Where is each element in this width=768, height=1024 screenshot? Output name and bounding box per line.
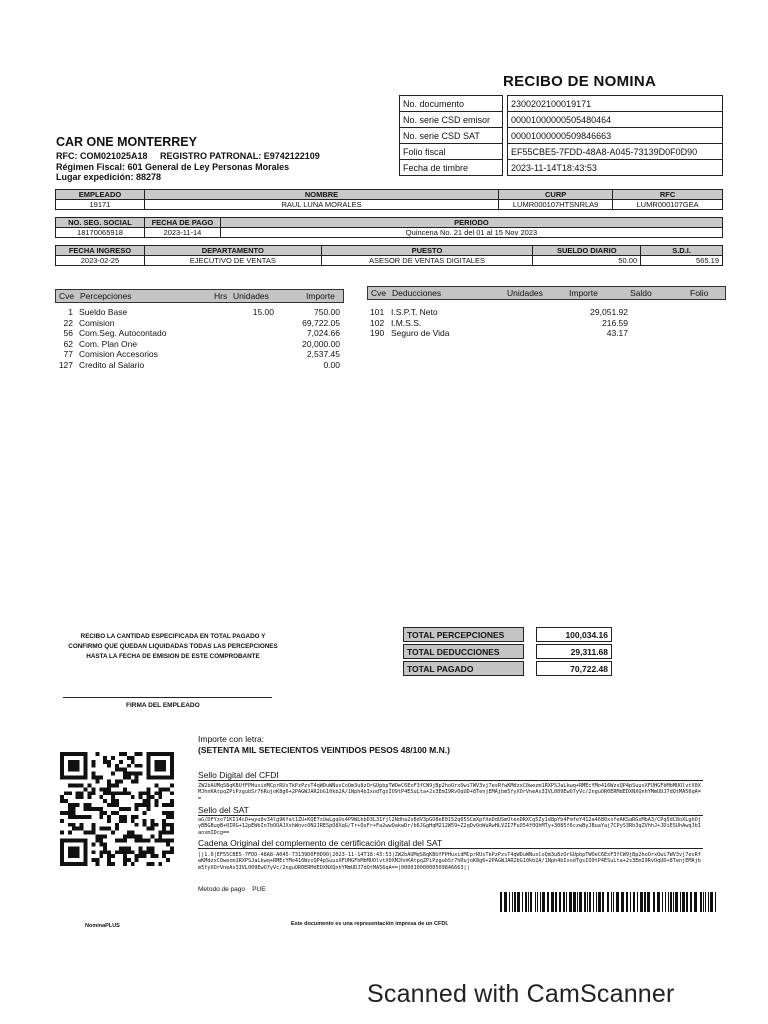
- id-field-value: 2023-11-14T18:43:53: [508, 160, 723, 176]
- deductions-header-units: Unidades: [507, 288, 543, 298]
- job-table: [55, 245, 723, 266]
- perception-amount: 7,024.66: [306, 328, 340, 339]
- perceptions-header-hrs: Hrs: [214, 291, 228, 301]
- header-curp: CURP: [499, 190, 613, 200]
- deductions-header-amount: Importe: [569, 288, 598, 298]
- deductions-header-folio: Folio: [690, 288, 709, 298]
- perception-concept: Comision Accesorios: [79, 349, 158, 360]
- department: EJECUTIVO DE VENTAS: [144, 256, 321, 266]
- deductions-list: [367, 307, 724, 339]
- total-percepciones-label: TOTAL PERCEPCIONES: [404, 628, 524, 642]
- employee-curp: LUMR000107HTSNRLA9: [499, 200, 613, 210]
- receipt-line-2: CONFIRMO QUE QUEDAN LIQUIDADAS TODAS LAS PERCEPCIONES: [68, 643, 278, 650]
- company-name: CAR ONE MONTERREY: [56, 135, 197, 149]
- employee-table: [55, 189, 723, 210]
- id-field-label: No. serie CSD emisor: [400, 112, 503, 128]
- id-field-row: [400, 96, 723, 112]
- id-field-row: [400, 112, 723, 128]
- perceptions-header-cve: Cve: [59, 291, 75, 301]
- perception-amount: 20,000.00: [302, 338, 340, 349]
- qr-code: [60, 752, 174, 866]
- deduction-row: [367, 328, 724, 339]
- perception-amount: 750.00: [314, 307, 340, 317]
- total-pagado-label: TOTAL PAGADO: [404, 662, 524, 676]
- perception-cve: 127: [58, 359, 73, 370]
- company-details: [56, 151, 320, 183]
- company-rfc-line: RFC: COM021025A18 REGISTRO PATRONAL: E9742122109: [56, 151, 320, 161]
- receipt-statement: [40, 632, 306, 662]
- perception-cve: 1: [68, 307, 73, 317]
- header-empleado: EMPLEADO: [56, 190, 145, 200]
- receipt-line-3: HASTA LA FECHA DE EMISION DE ESTE COMPROBANTE: [86, 653, 260, 660]
- id-field-value: 00001000000509846663: [508, 128, 723, 144]
- header-rfc: RFC: [613, 190, 723, 200]
- totals-table: [403, 627, 612, 676]
- sello-cfdi-label: Sello Digital del CFDI: [198, 770, 703, 781]
- perception-concept: Credito al Salario: [79, 359, 145, 370]
- perceptions-header-units: Unidades: [233, 291, 269, 301]
- perception-amount: 69,722.05: [302, 317, 340, 328]
- perception-row: [55, 349, 342, 360]
- deduction-row: [367, 318, 724, 329]
- perception-concept: Comision: [79, 317, 115, 328]
- employee-number: 19171: [56, 200, 145, 210]
- id-field-label: No. documento: [400, 96, 503, 112]
- header-seg-social: NO. SEG. SOCIAL: [56, 218, 145, 228]
- id-field-row: [400, 144, 723, 160]
- header-nombre: NOMBRE: [144, 190, 498, 200]
- id-field-label: No. serie CSD SAT: [400, 128, 503, 144]
- deduction-amount: 43.17: [606, 328, 628, 339]
- total-pagado-value: 70,722.48: [537, 662, 612, 676]
- receipt-line-1: RECIBO LA CANTIDAD ESPECIFICADA EN TOTAL PAGADO Y: [80, 633, 266, 640]
- camscanner-watermark: Scanned with CamScanner: [367, 980, 675, 1008]
- amount-in-words: [198, 734, 450, 755]
- cadena-original-text: ||1.0|EF55CBE5-7FDD-48A8-A045-73139D0F0D90|2023-11-14T18:43:53|ZW2bAUMqS8qKBUfFPHuxidMCprRUsTkPzPzsT4qWDuWNusCoQm3u8zOrGUpbpTWOeC6ExF3fCW9jBp2hoOrxOwi7WV3vj7esRfwKMdzxC0wezm1RXPSJaLkwq+RMEcYMo416WzsQP4pSuusXFUHGFbMbMUOlvtX0XMJhnKAtpqZPiPzgubSr7hRujoK8g6+2PAGWJAR2bG10kb2A/1Nph4bIxodTgsIO9tP4ESuLta+2s3EmI9RvOqUD+8TenjEMAjbm5fyXOrVneAs3IVL009EwO7yVc/2nguOR0ERMdEDXNXQnhYMmUDJ7dQtMA56qA==|00001000000509846663||: [198, 852, 701, 871]
- id-field-label: Fecha de timbre: [400, 160, 503, 176]
- header-fecha-ingreso: FECHA INGRESO: [56, 246, 145, 256]
- id-field-value: 00001000000505480464: [508, 112, 723, 128]
- id-field-value: EF55CBE5-7FDD-48A8-A045-73139D0F0D90: [508, 144, 723, 160]
- footer-brand: NominaPLUS: [85, 923, 120, 929]
- deductions-header-balance: Saldo: [630, 288, 652, 298]
- job-title: ASESOR DE VENTAS DIGITALES: [321, 256, 533, 266]
- perception-row: [55, 307, 342, 318]
- perception-concept: Com.Seg. Autocontado: [79, 328, 167, 339]
- perception-cve: 62: [63, 338, 73, 349]
- header-periodo: PERIODO: [220, 218, 722, 228]
- perception-units: 15.00: [252, 307, 274, 317]
- perception-cve: 56: [63, 328, 73, 339]
- perception-row: [55, 328, 342, 339]
- seg-social-number: 18170065918: [56, 228, 145, 238]
- footer-representation: Este documento es una representación impresa de un CFDI.: [291, 921, 449, 927]
- deduction-cve: 190: [370, 328, 385, 339]
- deduction-row: [367, 307, 724, 318]
- total-percepciones-value: 100,034.16: [537, 628, 612, 642]
- perceptions-header: [55, 289, 344, 303]
- deductions-header-concept: Deducciones: [392, 288, 442, 298]
- deductions-header: [367, 286, 726, 300]
- deduction-amount: 216.59: [602, 317, 628, 328]
- perception-row: [55, 339, 342, 350]
- perception-cve: 77: [63, 349, 73, 360]
- perceptions-header-concept: Percepciones: [80, 291, 132, 301]
- document-title: RECIBO DE NOMINA: [503, 73, 657, 90]
- perception-amount: 0.00: [323, 359, 340, 370]
- deduction-concept: I.M.S.S.: [391, 317, 422, 328]
- header-sdi: S.D.I.: [641, 246, 723, 256]
- document-id-table: [399, 95, 723, 176]
- payment-method: Metodo de pago PUE: [198, 886, 266, 893]
- perceptions-list: [55, 307, 342, 371]
- deductions-header-cve: Cve: [371, 288, 387, 298]
- amount-in-words-value: (SETENTA MIL SETECIENTOS VEINTIDOS PESOS 48/100 M.N.): [198, 744, 450, 755]
- payment-date: 2023-11-14: [144, 228, 220, 238]
- employee-name: RAUL LUNA MORALES: [144, 200, 498, 210]
- perception-concept: Sueldo Base: [79, 307, 128, 317]
- deduction-cve: 102: [370, 317, 385, 328]
- barcode: [500, 892, 718, 912]
- header-fecha-pago: FECHA DE PAGO: [144, 218, 220, 228]
- perceptions-header-amount: Importe: [306, 291, 335, 301]
- company-lugar: Lugar expedición: 88278: [56, 172, 162, 182]
- id-field-value: 2300202100019171: [508, 96, 723, 112]
- period-text: Quincena No. 21 del 01 al 15 Nov 2023: [220, 228, 722, 238]
- employee-rfc: LUMR000107GEA: [613, 200, 723, 210]
- perception-row: [55, 360, 342, 371]
- hire-date: 2023-02-25: [56, 256, 145, 266]
- signature-label: FIRMA DEL EMPLEADO: [126, 702, 200, 709]
- sdi-value: 565.19: [641, 256, 723, 266]
- id-field-row: [400, 160, 723, 176]
- header-departamento: DEPARTAMENTO: [144, 246, 321, 256]
- deduction-concept: Seguro de Vida: [391, 328, 450, 339]
- total-deducciones-value: 29,311.68: [537, 645, 612, 659]
- perception-row: [55, 318, 342, 329]
- header-puesto: PUESTO: [321, 246, 533, 256]
- sello-sat-label: Sello del SAT: [198, 805, 703, 816]
- perception-amount: 2,537.45: [306, 349, 340, 360]
- deduction-cve: 101: [370, 307, 385, 317]
- total-deducciones-label: TOTAL DEDUCCIONES: [404, 645, 524, 659]
- deduction-amount: 29,051.92: [590, 307, 628, 317]
- daily-salary: 50.00: [533, 256, 641, 266]
- signature-line: [63, 697, 272, 698]
- cadena-original-label: Cadena Original del complemento de certificación digital del SAT: [198, 838, 703, 849]
- sello-cfdi-text: ZW2bAUMqS8qKBUfFPHuxidMCprRUsTkPzPzsT4qWDuWNusCoQm3u8zOrGUpbpTWOeC6ExF3fCW9jBp2hoOrxOwi7WV3vj7esRfwKMdzxC0wezm1RXPSJaLkwq+RMEcYMo416WzsQP4pSuusXFUHGFbMbMUOlvtX0XMJhnKAtpqZPiPzgubSr7hRujoK8g6+2PAGWJAR2bG10kb2A/1Nph4bIxodTgsIO9tP4ESuLta+2s3EmI9RvOqUD+8TenjEMAjbm5fyXOrVneAs3IVL009EwO7yVc/2nguOR0ERMdEDXNXQnhYMmUDJ7dQtMA56qA==: [198, 783, 701, 802]
- amount-in-words-label: Importe con letra:: [198, 734, 265, 744]
- sello-sat-text: aG/DFYzo71KI14cD+wyu0v34lg9Kfat1ZU+KQE7sOwLgqUs4P9WLbbD3L31fjl2Ndha2sBdV3pGO8eE0152q05SCmXpfXeDdUSmOtenDRXCq5Zy1d8pYb4FmfeY412a4680xsfeAKSaRGxMbA3/CPq5dC8oXLghOjyBBGBugB+0IRG+12pEWbIn7bOOAJXshWovcON2JRESpO8XqG/Tr+QsFr+Fa2wwQakwDr/b6JGgHqM212W59+Z2qDvOoWuRwHLVZI7FuO54f0QhMTy+3085f6czwByJBuaYaj7CPyS3Rh3qZVhhJ+JDiESUhAwqJbIanxmIDcg==: [198, 817, 701, 836]
- id-field-label: Folio fiscal: [400, 144, 503, 160]
- perception-cve: 22: [63, 317, 73, 328]
- period-table: [55, 217, 723, 238]
- perception-concept: Com. Plan One: [79, 338, 138, 349]
- id-field-row: [400, 128, 723, 144]
- deduction-concept: I.S.P.T. Neto: [391, 307, 438, 317]
- header-sueldo-diario: SUELDO DIARIO: [533, 246, 641, 256]
- company-regimen: Régimen Fiscal: 601 General de Ley Personas Morales: [56, 161, 290, 172]
